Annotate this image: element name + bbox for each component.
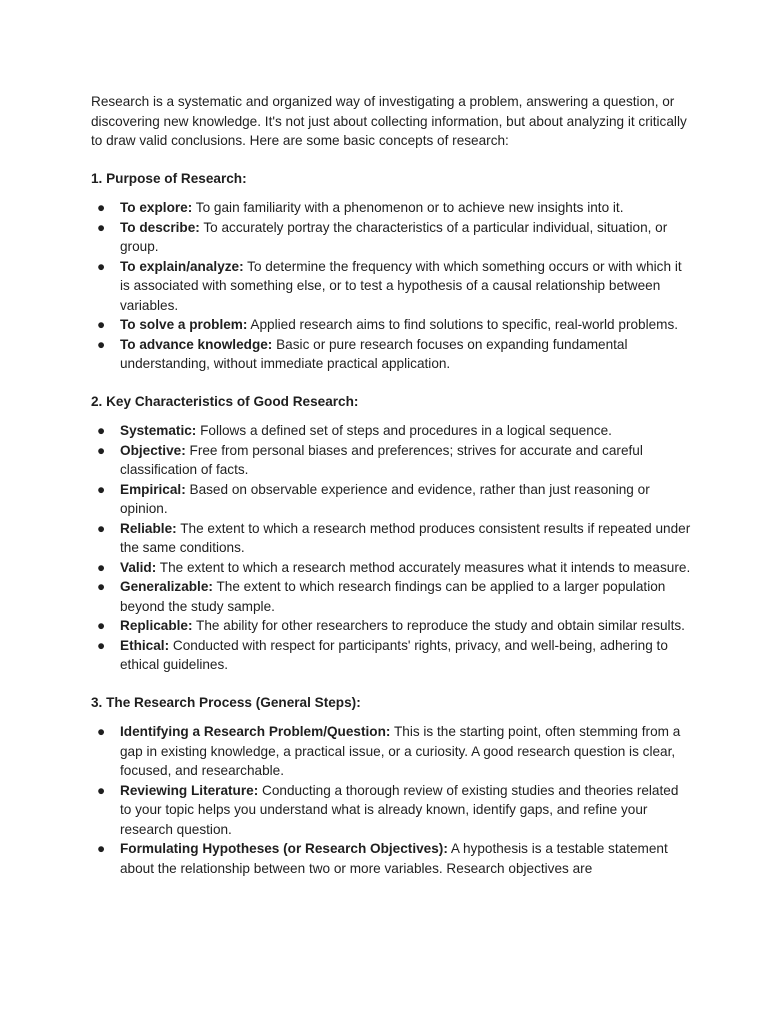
bullet-icon: ●	[97, 317, 106, 332]
bullet-icon: ●	[97, 336, 106, 352]
list-item	[91, 421, 691, 441]
bullet-icon: ●	[97, 200, 106, 215]
list-item-term: To explain/analyze:	[120, 258, 244, 274]
bullet-list	[91, 421, 691, 675]
bullet-icon: ●	[97, 637, 106, 653]
list-item-text: Conducting a thorough review of existing studies and theories related to your topic helps you understand what is already known, identify gaps, and refine your research question.	[120, 782, 679, 837]
bullet-icon: ●	[97, 618, 106, 633]
section-heading: 3. The Research Process (General Steps):	[91, 694, 361, 710]
list-item	[91, 636, 691, 675]
list-item-text: This is the starting point, often stemming from a gap in existing knowledge, a practical issue, or a curiosity. A good research question is clear, focused, and researchable.	[120, 724, 681, 778]
list-item	[91, 315, 691, 335]
list-item-term: Reviewing Literature:	[120, 782, 259, 798]
bullet-list	[91, 722, 691, 878]
list-item	[91, 480, 691, 519]
list-item	[91, 839, 691, 878]
bullet-icon: ●	[97, 258, 106, 274]
list-item-text: To determine the frequency with which something occurs or with which it is associated with something else, or to test a hypothesis of a causal relationship between variables.	[120, 258, 682, 313]
list-item	[91, 198, 691, 218]
bullet-list	[91, 198, 691, 374]
section-research-process	[91, 693, 691, 879]
list-item	[91, 519, 691, 558]
list-item-text: Based on observable experience and evidence, rather than just reasoning or opinion.	[120, 481, 650, 516]
list-item-term: To solve a problem:	[120, 317, 248, 332]
list-item-term: To explore:	[120, 200, 193, 215]
list-item-term: Reliable:	[120, 520, 177, 536]
section-heading: 1. Purpose of Research:	[91, 170, 247, 186]
bullet-icon: ●	[97, 442, 106, 458]
list-item-text: Applied research aims to find solutions to specific, real-world problems.	[247, 317, 679, 332]
list-item-text: The extent to which a research method accurately measures what it intends to measure.	[156, 559, 691, 575]
bullet-icon: ●	[97, 559, 106, 575]
list-item	[91, 218, 691, 257]
list-item-term: Systematic:	[120, 423, 197, 438]
list-item-text: The extent to which a research method produces consistent results if repeated under the same conditions.	[120, 520, 691, 555]
list-item-text: To accurately portray the characteristics of a particular individual, situation, or group.	[120, 219, 668, 254]
list-item-text: Conducted with respect for participants' rights, privacy, and well-being, adhering to ethical guidelines.	[120, 637, 668, 672]
bullet-icon: ●	[97, 219, 106, 235]
list-item-term: Valid:	[120, 559, 157, 575]
list-item-text: Free from personal biases and preferences; strives for accurate and careful classification of facts.	[120, 442, 643, 477]
document-page	[91, 92, 691, 896]
bullet-icon: ●	[97, 782, 106, 798]
list-item-text: Follows a defined set of steps and procedures in a logical sequence.	[196, 423, 612, 438]
list-item-term: Identifying a Research Problem/Question:	[120, 724, 391, 739]
bullet-icon: ●	[97, 841, 106, 856]
list-item-text: A hypothesis is a testable statement about the relationship between two or more variables. Research objectives are	[120, 841, 668, 876]
list-item	[91, 441, 691, 480]
list-item-term: Empirical:	[120, 481, 186, 497]
list-item-text: The ability for other researchers to reproduce the study and obtain similar results.	[192, 618, 685, 633]
list-item-term: Generalizable:	[120, 579, 213, 594]
list-item	[91, 577, 691, 616]
list-item	[91, 616, 691, 636]
list-item-term: Ethical:	[120, 637, 170, 653]
list-item-term: To describe:	[120, 219, 200, 235]
section-characteristics	[91, 392, 691, 675]
intro-paragraph: Research is a systematic and organized way of investigating a problem, answering a question, or discovering new knowledge. It's not just about collecting information, but about analyzing it critically to draw valid conclusions. Here are some basic concepts of research:	[91, 94, 687, 148]
bullet-icon: ●	[97, 724, 106, 739]
list-item-text: Basic or pure research focuses on expanding fundamental understanding, without immediate practical application.	[120, 336, 628, 371]
list-item-text: The extent to which research findings can be applied to a larger population beyond the study sample.	[120, 579, 666, 614]
list-item-term: Replicable:	[120, 618, 193, 633]
section-purpose	[91, 169, 691, 374]
list-item-text: To gain familiarity with a phenomenon or to achieve new insights into it.	[192, 200, 624, 215]
list-item-term: To advance knowledge:	[120, 336, 273, 352]
bullet-icon: ●	[97, 481, 106, 497]
bullet-icon: ●	[97, 579, 106, 594]
bullet-icon: ●	[97, 423, 106, 438]
list-item	[91, 722, 691, 781]
list-item	[91, 558, 691, 578]
list-item	[91, 335, 691, 374]
list-item-term: Objective:	[120, 442, 186, 458]
section-heading: 2. Key Characteristics of Good Research:	[91, 393, 359, 409]
list-item	[91, 781, 691, 840]
list-item-term: Formulating Hypotheses (or Research Objectives):	[120, 841, 448, 856]
bullet-icon: ●	[97, 520, 106, 536]
list-item	[91, 257, 691, 316]
